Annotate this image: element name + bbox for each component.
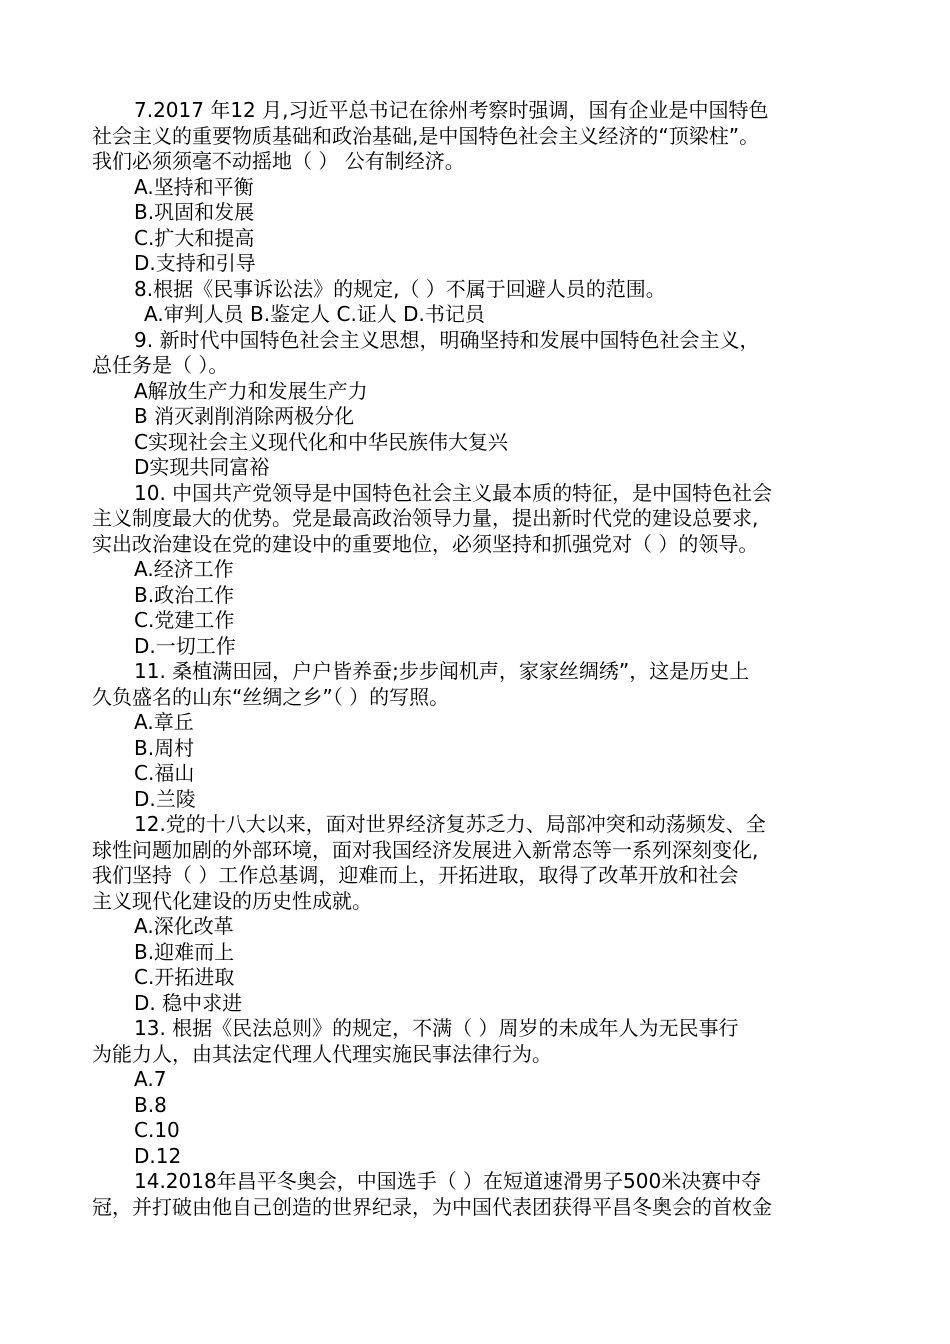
text-line: B.巩固和发展 (134, 200, 255, 224)
document-body (92, 98, 862, 1220)
text-line: B.迎难而上 (134, 939, 235, 964)
text-line: D实现共同富裕 (134, 455, 270, 479)
text-line: B.政治工作 (134, 582, 235, 607)
text-line: D.兰陵 (134, 786, 196, 811)
text-line: A.深化改革 (134, 914, 234, 938)
text-line: 11. 桑植满田园，户户皆养蚕;步步闻机声，家家丝绸绣”，这是历史上 (134, 659, 750, 683)
text-line: C实现社会主义现代化和中华民族伟大复兴 (134, 429, 508, 454)
text-line: 球性问题加剧的外部环境，面对我国经济发展进入新常态等一系列深刻变化, (92, 837, 759, 862)
text-line: C.扩大和提高 (134, 225, 255, 250)
text-line: A.审判人员 B.鉴定人 C.证人 D.书记员 (144, 302, 485, 326)
text-line: 久负盛名的山东“丝绸之乡”（ ）的写照。 (92, 684, 450, 709)
text-line: C.10 (134, 1118, 180, 1142)
text-line: 9. 新时代中国特色社会主义思想，明确坚持和发展中国特色社会主义， (134, 327, 760, 352)
text-line: A.经济工作 (134, 557, 234, 581)
text-line: 13. 根据《民法总则》的规定，不满（ ）周岁的未成年人为无民事行 (134, 1016, 739, 1040)
text-line: C.福山 (134, 761, 195, 785)
text-line: 冠，并打破由他自己创造的世界纪录，为中国代表团获得平昌冬奥会的首枚金 (92, 1194, 772, 1219)
text-line: A.章丘 (134, 710, 194, 734)
text-line: 主义现代化建设的历史性成就。 (92, 888, 372, 913)
text-line: 我们必须须毫不动摇地（ ） 公有制经济。 (92, 149, 465, 173)
text-line: B 消灭剥削消除两极分化 (134, 404, 355, 428)
text-line: A.坚持和平衡 (134, 174, 254, 199)
text-line: 14.2018年昌平冬奥会，中国选手（ ）在短道速滑男子500米决赛中夺 (134, 1169, 762, 1193)
text-line: A解放生产力和发展生产力 (134, 378, 368, 403)
text-line: 7.2017 年12 月,习近平总书记在徐州考察时强调，国有企业是中国特色 (134, 98, 769, 122)
text-line: 总任务是（ ）。 (92, 353, 229, 377)
text-line: 10. 中国共产党领导是中国特色社会主义最本质的特征，是中国特色社会 (134, 480, 773, 505)
text-line: D.支持和引导 (134, 251, 256, 275)
text-line: 12.党的十八大以来，面对世界经济复苏乏力、局部冲突和动荡频发、全 (134, 812, 766, 836)
text-line: B.8 (134, 1092, 167, 1117)
text-line: 社会主义的重要物质基础和政治基础,是中国特色社会主义经济的“顶梁柱”。 (92, 123, 760, 148)
text-line: C.开拓进取 (134, 965, 235, 989)
text-line: 为能力人，由其法定代理人代理实施民事法律行为。 (92, 1041, 552, 1066)
text-line: 我们坚持（ ）工作总基调，迎难而上，开拓进取，取得了改革开放和社会 (92, 863, 739, 887)
text-line: D.12 (134, 1143, 182, 1168)
text-line: D. 稳中求进 (134, 990, 243, 1015)
text-line: B.周村 (134, 735, 195, 760)
text-line: 主义制度最大的优势。党是最高政治领导力量，提出新时代党的建设总要求, (92, 506, 759, 530)
text-line: 实出改治建设在党的建设中的重要地位，必须坚持和抓强党对（ ）的领导。 (92, 531, 759, 556)
text-line: D.一切工作 (134, 633, 236, 658)
text-line: C.党建工作 (134, 608, 235, 632)
text-line: A.7 (134, 1067, 167, 1091)
text-line: 8.根据《民事诉讼法》的规定,（ ）不属于回避人员的范围。 (134, 276, 666, 301)
